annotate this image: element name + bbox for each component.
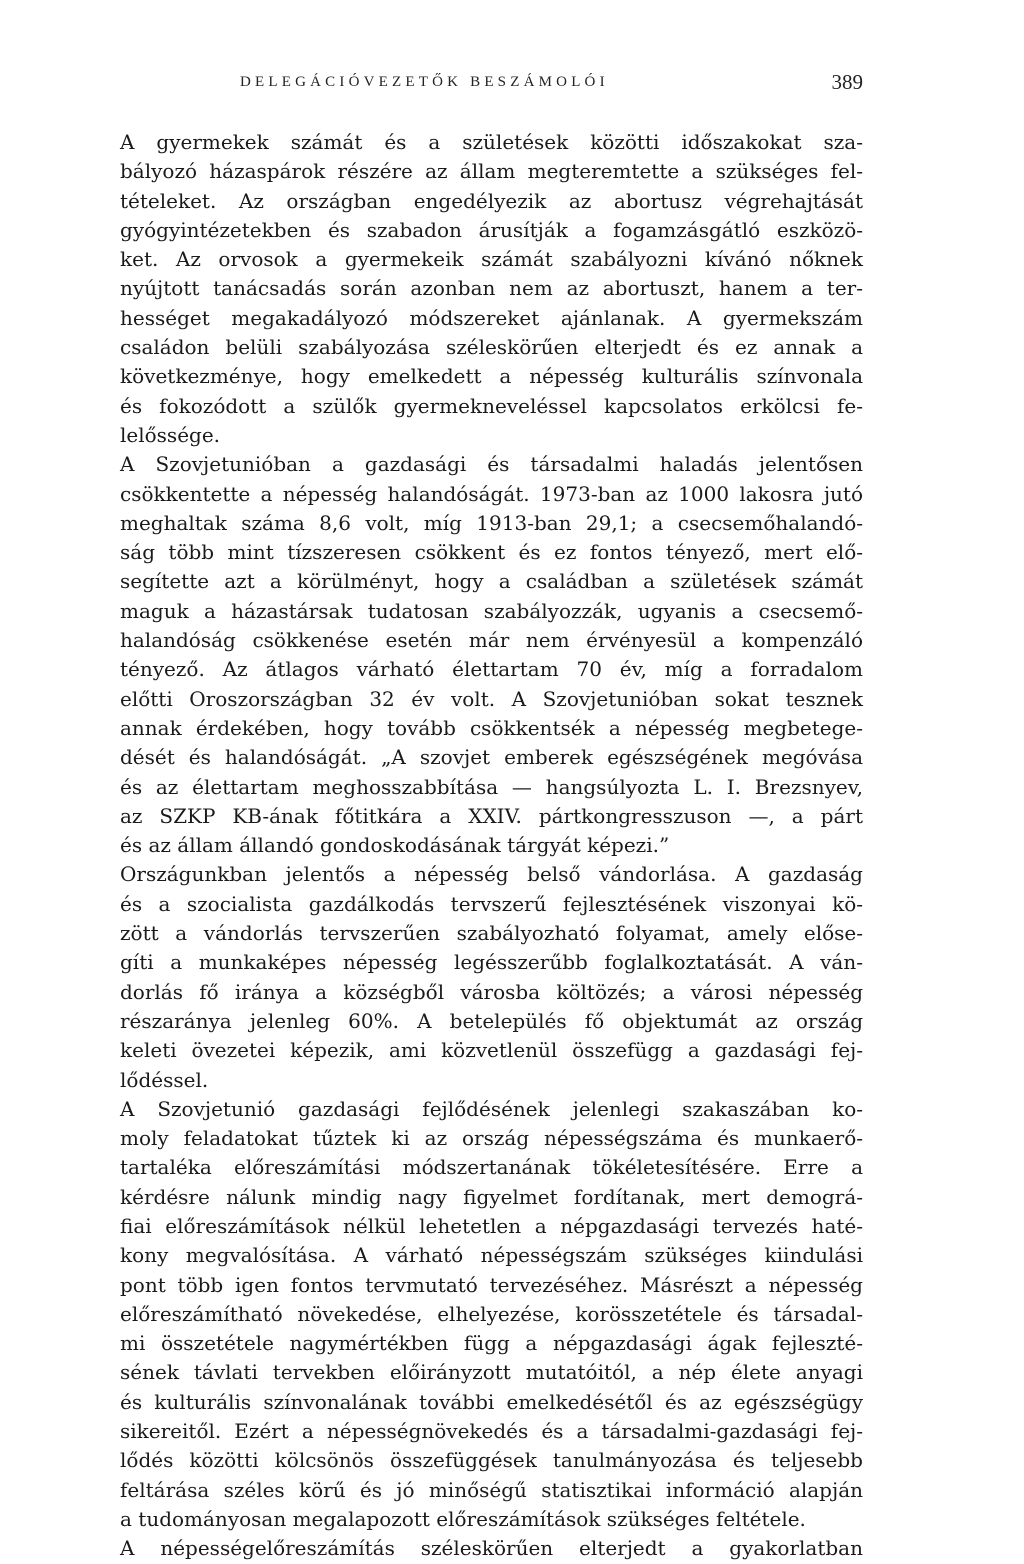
text-line: kony megvalósítása. A várható népességszám szükséges kiindulási — [120, 1243, 863, 1268]
text-line: gyógyintézetekben és szabadon árusítják a fogamzásgátló eszközö- — [120, 217, 863, 242]
running-head — [240, 70, 863, 96]
text-line: hességet megakadályozó módszereket ajánlanak. A gyermekszám — [120, 305, 863, 330]
running-title: DELEGÁCIÓVEZETŐK BESZÁMOLÓI — [240, 74, 609, 90]
text-line: segítette azt a körülményt, hogy a családban a születések számát — [120, 569, 863, 594]
text-line: meghaltak száma 8,6 volt, míg 1913-ban 29,1; a csecsemőhalandó- — [120, 510, 863, 535]
paragraph-first-line: Országunkban jelentős a népesség belső vándorlása. A gazdaság — [120, 862, 863, 887]
text-line: lődéssel. — [120, 1067, 209, 1092]
text-line: halandóság csökkenése esetén már nem érvényesül a kompenzáló — [120, 628, 863, 653]
text-line: annak érdekében, hogy tovább csökkentsék a népesség megbetege- — [120, 715, 863, 740]
body-text — [120, 128, 863, 1561]
text-line: ket. Az orvosok a gyermekeik számát szabályozni kívánó nőknek — [120, 247, 863, 272]
text-line: tartaléka előreszámítási módszertanának tökéletesítésére. Erre a — [120, 1155, 863, 1180]
text-line: dorlás fő iránya a községből városba költözés; a városi népesség — [120, 979, 863, 1004]
text-line: és az élettartam meghosszabbítása — hangsúlyozta L. I. Brezsnyev, — [120, 774, 863, 799]
text-line: és az állam állandó gondoskodásának tárgyát képezi.” — [120, 833, 670, 858]
text-line: pont több igen fontos tervmutató tervezéséhez. Másrészt a népesség — [120, 1272, 863, 1297]
text-line: zött a vándorlás tervszerűen szabályozható folyamat, amely előse- — [120, 921, 863, 946]
paragraph-first-line: A gyermekek számát és a születések közötti időszakokat sza- — [120, 130, 863, 154]
text-line: és fokozódott a szülők gyermekneveléssel kapcsolatos erkölcsi fe- — [120, 393, 863, 418]
text-line: tényező. Az átlagos várható élettartam 70 év, míg a forradalom — [120, 657, 863, 682]
text-line: ság több mint tízszeresen csökkent és ez fontos tényező, mert elő- — [120, 540, 863, 565]
page-number: 389 — [831, 70, 863, 94]
text-line: következménye, hogy emelkedett a népesség kulturális színvonala — [120, 364, 863, 389]
text-line: dését és halandóságát. „A szovjet emberek egészségének megóvása — [120, 745, 863, 770]
text-line: és a szocialista gazdálkodás tervszerű fejlesztésének viszonyai kö- — [120, 891, 863, 916]
text-line: az SZKP KB-ának főtitkára a XXIV. pártkongresszuson —, a párt — [120, 803, 863, 828]
text-line: mi összetétele nagymértékben függ a népgazdasági ágak fejleszté- — [120, 1331, 863, 1356]
text-line: előtti Oroszországban 32 év volt. A Szovjetunióban sokat tesznek — [120, 686, 863, 711]
paragraph-first-line: A népességelőreszámítás széleskörűen elterjedt a gyakorlatban — [120, 1536, 863, 1561]
text-line: lődés közötti kölcsönös összefüggések tanulmányozása és teljesebb — [120, 1448, 863, 1473]
text-line: lelőssége. — [120, 422, 221, 447]
text-line: a tudományosan megalapozott előreszámítások szükséges feltétele. — [120, 1506, 806, 1531]
text-line: sikereitől. Ezért a népességnövekedés és a társadalmi-gazdasági fej- — [120, 1419, 863, 1444]
text-line: előreszámítható növekedése, elhelyezése, korösszetétele és társadal- — [120, 1301, 863, 1326]
text-line: családon belüli szabályozása széleskörűen elterjedt és ez annak a — [120, 335, 863, 360]
text-line: feltárása széles körű és jó minőségű statisztikai információ alapján — [120, 1477, 863, 1502]
paragraph-first-line: A Szovjetunióban a gazdasági és társadalmi haladás jelentősen — [120, 452, 863, 477]
text-line: kérdésre nálunk mindig nagy figyelmet fordítanak, mert demográ- — [120, 1184, 863, 1209]
text-line: gíti a munkaképes népesség legésszerűbb foglalkoztatását. A ván- — [120, 950, 863, 975]
text-line: bályozó házaspárok részére az állam megteremtette a szükséges fel- — [120, 159, 863, 184]
text-line: csökkentette a népesség halandóságát. 1973-ban az 1000 lakosra jutó — [120, 481, 863, 506]
text-line: tételeket. Az országban engedélyezik az abortusz végrehajtását — [120, 188, 863, 213]
text-line: moly feladatokat tűztek ki az ország népességszáma és munkaerő- — [120, 1126, 863, 1151]
text-line: és kulturális színvonalának további emelkedésétől és az egészségügy — [120, 1389, 863, 1414]
text-line: fiai előreszámítások nélkül lehetetlen a népgazdasági tervezés haté- — [120, 1213, 863, 1238]
text-line: részaránya jelenleg 60%. A betelepülés fő objektumát az ország — [120, 1008, 863, 1033]
text-line: keleti övezetei képezik, ami közvetlenül összefügg a gazdasági fej- — [120, 1038, 863, 1063]
text-line: nyújtott tanácsadás során azonban nem az abortuszt, hanem a ter- — [120, 276, 863, 301]
paragraph-first-line: A Szovjetunió gazdasági fejlődésének jelenlegi szakaszában ko- — [120, 1096, 863, 1121]
text-line: sének távlati tervekben előirányzott mutatóitól, a nép élete anyagi — [120, 1360, 863, 1385]
text-line: maguk a házastársak tudatosan szabályozzák, ugyanis a csecsemő- — [120, 598, 863, 623]
